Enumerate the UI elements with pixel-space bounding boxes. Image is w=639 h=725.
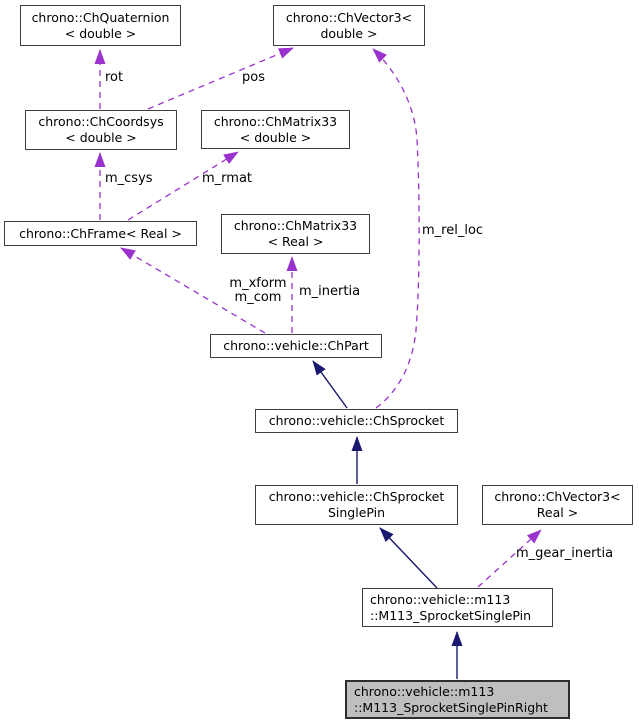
edge-label-rot: rot xyxy=(105,70,124,85)
node-label: chrono::ChQuaternion xyxy=(31,9,170,25)
node-chrono-chmatrix33-real[interactable] xyxy=(221,214,370,254)
node-label: chrono::vehicle::ChPart xyxy=(223,338,369,353)
node-chrono-vehicle-chsprocket[interactable] xyxy=(255,409,458,433)
node-label: < double > xyxy=(239,129,312,145)
edge-label-m-gear-inertia: m_gear_inertia xyxy=(516,546,614,561)
node-chrono-chmatrix33-double[interactable] xyxy=(201,110,350,149)
edge-usage-m-rmat xyxy=(128,152,238,220)
node-chrono-chvector3-double[interactable] xyxy=(273,5,425,46)
node-label: Real > xyxy=(536,505,579,520)
edge-inheritance-chsprocket-to-chpart xyxy=(313,361,347,408)
edge-label-m-rmat: m_rmat xyxy=(202,171,253,186)
node-chrono-chvector3-real[interactable] xyxy=(482,485,633,525)
edge-usage-pos xyxy=(148,48,293,109)
node-label: chrono::ChFrame< Real > xyxy=(19,225,182,241)
node-chrono-chframe-real[interactable] xyxy=(4,221,197,246)
node-chrono-chquaternion[interactable] xyxy=(20,5,181,46)
node-label: chrono::vehicle::ChSprocket xyxy=(268,489,445,504)
node-chrono-vehicle-chpart[interactable] xyxy=(210,334,382,358)
node-m113-sprocketsinglepin[interactable] xyxy=(362,588,553,627)
node-label: chrono::ChMatrix33 xyxy=(213,113,338,129)
node-m113-sprocketsinglepinright-current xyxy=(345,680,570,719)
edge-label-m-xform-m-com: m_xform m_com xyxy=(229,276,287,305)
edge-label-pos: pos xyxy=(242,70,265,85)
node-label: chrono::ChVector3< xyxy=(494,489,621,504)
node-label: ::M113_SprocketSinglePin xyxy=(370,607,532,623)
node-label: < double > xyxy=(64,25,137,41)
edge-label-m-rel-loc: m_rel_loc xyxy=(422,223,484,238)
node-label: chrono::ChVector3< xyxy=(285,9,413,25)
node-label: chrono::ChMatrix33 xyxy=(233,218,358,233)
node-label: chrono::vehicle::ChSprocket xyxy=(268,413,445,428)
node-label: double > xyxy=(320,25,378,41)
node-label: ::M113_SprocketSinglePinRight xyxy=(354,699,548,715)
edge-label-m-csys: m_csys xyxy=(105,171,153,186)
node-label: chrono::vehicle::m113 xyxy=(370,591,511,607)
node-label: < double > xyxy=(65,130,137,145)
node-label: chrono::ChCoordsys xyxy=(38,114,164,129)
node-chrono-chcoordsys[interactable] xyxy=(25,110,177,150)
node-label: SinglePin xyxy=(327,505,386,520)
edge-label-m-inertia: m_inertia xyxy=(299,284,361,299)
node-label: chrono::vehicle::m113 xyxy=(354,683,495,699)
node-label: < Real > xyxy=(267,234,324,249)
node-chrono-vehicle-chsprocketsinglepin[interactable] xyxy=(255,485,458,525)
edge-inheritance-m113singlepin-to-chsprocketsinglepin xyxy=(380,528,437,588)
